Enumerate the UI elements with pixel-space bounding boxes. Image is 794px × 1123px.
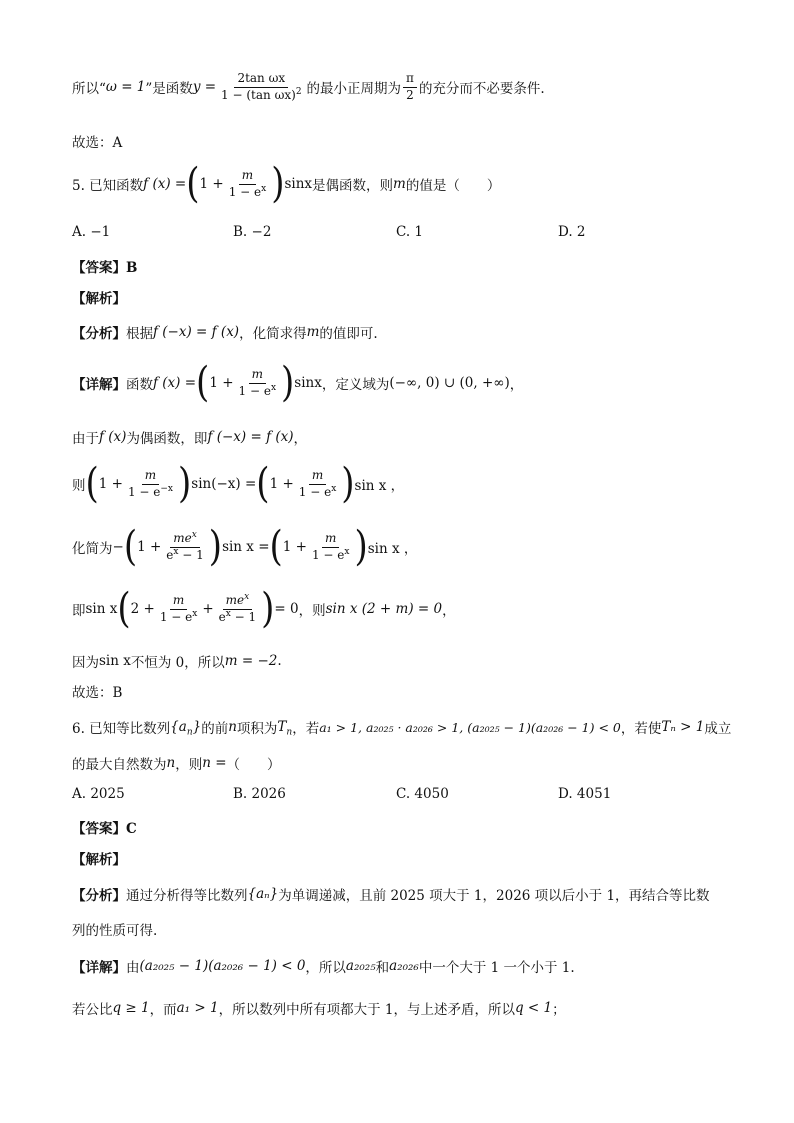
text: 由 xyxy=(126,960,140,976)
numerator: m xyxy=(322,532,339,548)
text: ，所以 xyxy=(305,960,346,976)
text: 的充分而不必要条件. xyxy=(418,81,545,98)
math-text: T xyxy=(277,719,287,735)
den-text: 1 − e xyxy=(127,484,161,499)
right-paren: ) xyxy=(354,523,368,571)
math-close: } xyxy=(192,719,202,735)
math: sin x xyxy=(99,653,131,669)
den-text: e xyxy=(218,609,226,624)
math: = 0 xyxy=(274,601,299,617)
text: 函数 xyxy=(126,377,153,393)
fraction xyxy=(236,368,280,399)
math: 1 + xyxy=(98,476,123,492)
math: q ≥ 1 xyxy=(112,1000,150,1016)
math: 2 + xyxy=(130,601,155,617)
math: a₂₀₂₆ xyxy=(389,958,419,974)
paren-group xyxy=(85,460,192,508)
num-sup: x xyxy=(244,591,250,602)
tag: 【分析】 xyxy=(72,326,126,342)
text: 【解析】 xyxy=(72,852,126,868)
math: sin x ， xyxy=(367,541,418,557)
den-sup: x xyxy=(225,608,231,619)
den-sup: −x xyxy=(160,483,174,494)
q6-stem-line2 xyxy=(72,753,281,773)
text: ，化简求得 xyxy=(239,326,307,342)
text: 的值是（ ） xyxy=(405,178,501,194)
text: ，则 xyxy=(298,603,326,619)
fraction-pi xyxy=(403,72,417,103)
math: − xyxy=(112,539,124,555)
math: n xyxy=(166,755,176,771)
q5-stem xyxy=(72,160,501,208)
numerator: m xyxy=(142,469,159,485)
math: y = xyxy=(192,79,217,96)
math: a₁ > 1 xyxy=(176,1000,219,1016)
text: 因为 xyxy=(72,655,99,671)
math: f (x) xyxy=(99,429,127,445)
math: ω = 1 xyxy=(105,79,146,96)
fraction xyxy=(296,469,340,500)
right-paren: ) xyxy=(341,460,355,508)
q5-option-d: D. 2 xyxy=(558,224,586,240)
text: 【答案】C xyxy=(72,821,137,837)
text: 不恒为 0，所以 xyxy=(130,655,225,671)
den-text: 1 − e xyxy=(159,609,193,624)
right-paren: ) xyxy=(178,460,192,508)
math: 1 + xyxy=(199,176,224,192)
text: . xyxy=(277,653,282,669)
text: 【答案】B xyxy=(72,260,138,276)
paren-group xyxy=(196,359,295,407)
text: 成立 xyxy=(704,721,732,737)
text: 和 xyxy=(375,960,390,976)
tag: 【详解】 xyxy=(72,960,126,976)
q5-option-c: C. 1 xyxy=(396,224,424,240)
fraction xyxy=(125,469,176,500)
den-sup: x xyxy=(261,183,267,194)
math: n xyxy=(228,719,237,735)
q6-xiangjie xyxy=(72,956,575,976)
q5-option-b: B. −2 xyxy=(233,224,272,240)
num-sup: x xyxy=(191,529,197,540)
den-sup: x xyxy=(173,546,179,557)
select-a xyxy=(72,131,122,151)
fraction xyxy=(226,169,270,200)
text: 是偶函数，则 xyxy=(312,178,394,194)
math: 1 + xyxy=(137,539,162,555)
math: 1 + xyxy=(209,375,234,391)
den-sup: x xyxy=(344,546,350,557)
math: 1 + xyxy=(282,539,307,555)
right-paren: ) xyxy=(271,160,285,208)
q6-option-a: A. 2025 xyxy=(72,786,125,802)
text: ，则 xyxy=(175,757,203,773)
math: sinx xyxy=(294,375,322,391)
line-omega xyxy=(72,72,545,103)
den-sup: x xyxy=(270,382,277,393)
q6-stem-line1 xyxy=(72,717,731,737)
q6-fenxi-cont xyxy=(72,919,157,939)
fraction xyxy=(163,529,207,563)
den-sup: x xyxy=(192,608,198,619)
q5-answer xyxy=(72,256,137,276)
tag: 【分析】 xyxy=(72,888,126,904)
text: ，若使 xyxy=(620,721,662,737)
text: 即 xyxy=(72,603,86,619)
text: 中一个大于 1 一个小于 1. xyxy=(418,960,575,976)
text: ，所以数列中所有项都大于 1，与上述矛盾，所以 xyxy=(218,1002,515,1018)
text: 的前 xyxy=(201,721,229,737)
text: 为单调递减，且前 2025 项大于 1，2026 项以后小于 1，再结合等比数 xyxy=(278,888,710,904)
left-paren: ( xyxy=(85,460,99,508)
math-sub: n xyxy=(286,727,293,738)
math: sin x (2 + m) = 0 xyxy=(325,601,443,617)
denominator xyxy=(163,548,207,563)
math: f (−x) = f (x) xyxy=(207,429,294,445)
denominator xyxy=(296,485,340,500)
math xyxy=(277,719,293,738)
math: q < 1 xyxy=(514,1000,553,1016)
paren-group xyxy=(256,460,355,508)
den-tail: − 1 xyxy=(230,609,257,624)
den-sup: 2 xyxy=(295,86,302,97)
left-paren: ( xyxy=(117,585,131,633)
q5-line6 xyxy=(72,585,456,633)
q6-fenxi xyxy=(72,884,710,904)
text: 则 xyxy=(72,478,86,494)
denominator xyxy=(125,485,176,500)
right-paren: ) xyxy=(261,585,275,633)
text: 所以“ xyxy=(72,81,106,98)
numerator: m xyxy=(309,469,326,485)
math: sin x xyxy=(85,601,118,617)
q6-answer xyxy=(72,817,137,837)
math: Tₙ > 1 xyxy=(661,719,705,735)
text: ， xyxy=(293,431,308,447)
text: ， xyxy=(442,603,456,619)
math: sinx xyxy=(284,176,313,192)
math: + xyxy=(202,601,214,617)
text: ，定义域为 xyxy=(321,377,390,393)
denominator xyxy=(216,610,260,625)
text: 根据 xyxy=(126,326,153,342)
math: f (−x) = f (x) xyxy=(153,324,240,340)
numerator: m xyxy=(170,594,187,610)
math: n = xyxy=(202,755,227,771)
math: m xyxy=(393,176,406,192)
math: (a₂₀₂₅ − 1)(a₂₀₂₆ − 1) < 0 xyxy=(139,958,306,974)
text: 项积为 xyxy=(236,721,278,737)
paren-group xyxy=(123,523,223,571)
text: 通过分析得等比数列 xyxy=(126,888,248,904)
math: sin x = xyxy=(222,539,270,555)
text: ，而 xyxy=(149,1002,177,1018)
paren-group xyxy=(269,523,368,571)
math: sin x ， xyxy=(354,478,405,494)
den-tail: − 1 xyxy=(178,547,204,562)
fraction xyxy=(218,72,305,103)
fraction xyxy=(157,594,201,625)
text: ； xyxy=(552,1002,566,1018)
num-text: me xyxy=(225,592,245,607)
num-text: me xyxy=(173,530,192,545)
text: 故选：B xyxy=(72,685,123,701)
numerator: π xyxy=(403,72,417,88)
text: 5. 已知函数 xyxy=(72,178,144,194)
math: a₁ > 1, a₂₀₂₅ · a₂₀₂₆ > 1, (a₂₀₂₅ − 1)(a₂₀₂₆ − 1) < 0 xyxy=(319,719,621,735)
q5-line7 xyxy=(72,651,282,671)
q5-jiexi xyxy=(72,287,126,307)
text: ，若 xyxy=(292,721,320,737)
numerator: 2tan ωx xyxy=(234,72,288,88)
text: ， xyxy=(509,377,524,393)
text: 故选：A xyxy=(72,135,123,151)
math: m = −2 xyxy=(224,653,278,669)
q6-option-b: B. 2026 xyxy=(233,786,286,802)
text: ”是函数 xyxy=(145,81,193,98)
q5-option-a: A. −1 xyxy=(72,224,111,240)
math: sin(−x) = xyxy=(191,476,257,492)
left-paren: ( xyxy=(186,160,200,208)
q5-line3 xyxy=(72,427,307,447)
paren-group xyxy=(117,585,275,633)
text: 的值即可. xyxy=(319,326,378,342)
den-text: 1 − e xyxy=(311,547,345,562)
denominator xyxy=(157,610,201,625)
math: m xyxy=(306,324,320,340)
q5-fenxi xyxy=(72,322,378,342)
tag: 【详解】 xyxy=(72,377,126,393)
text: 【解析】 xyxy=(72,291,126,307)
math xyxy=(170,719,202,738)
denominator xyxy=(226,185,270,200)
numerator xyxy=(170,529,200,548)
denominator xyxy=(309,548,353,563)
denominator xyxy=(218,88,305,103)
text: 为偶函数，即 xyxy=(126,431,208,447)
text: 的最小正周期为 xyxy=(306,81,402,98)
q6-jiexi xyxy=(72,848,126,868)
numerator xyxy=(223,591,253,610)
left-paren: ( xyxy=(123,523,138,571)
math: 1 + xyxy=(269,476,294,492)
text: 6. 已知等比数列 xyxy=(72,721,171,737)
left-paren: ( xyxy=(256,460,270,508)
den-sup: x xyxy=(331,483,337,494)
q5-xiangjie xyxy=(72,359,524,407)
text: 若公比 xyxy=(72,1002,113,1018)
q6-last xyxy=(72,998,566,1018)
left-paren: ( xyxy=(269,523,283,571)
den-text: e xyxy=(166,547,174,562)
numerator: m xyxy=(239,169,256,185)
paren-group xyxy=(186,160,285,208)
den-text: 1 − e xyxy=(298,484,332,499)
math: {aₙ} xyxy=(247,886,279,902)
q5-line5 xyxy=(72,523,418,571)
text: 化简为 xyxy=(72,541,113,557)
denominator: 2 xyxy=(406,87,414,102)
q6-option-c: C. 4050 xyxy=(396,786,449,802)
q6-option-d: D. 4051 xyxy=(558,786,612,802)
math: f (x) = xyxy=(153,375,197,391)
den-text: 1 − e xyxy=(238,383,271,398)
math-sub: n xyxy=(186,727,193,738)
fraction xyxy=(216,591,260,625)
q5-line4 xyxy=(72,460,405,508)
text: 列的性质可得. xyxy=(72,923,158,939)
math: f (x) = xyxy=(143,176,187,192)
fraction xyxy=(309,532,353,563)
math: (−∞, 0) ∪ (0, +∞) xyxy=(389,375,510,391)
left-paren: ( xyxy=(196,359,210,407)
den-text: 1 − e xyxy=(228,184,262,199)
numerator: m xyxy=(249,368,266,384)
text: 由于 xyxy=(72,431,99,447)
den-text: 1 − (tan ωx) xyxy=(221,87,296,102)
right-paren: ) xyxy=(281,359,295,407)
text: （ ） xyxy=(226,757,281,773)
math: a₂₀₂₅ xyxy=(345,958,376,974)
math-text: {a xyxy=(170,719,187,735)
select-b xyxy=(72,681,122,701)
text: 的最大自然数为 xyxy=(72,757,167,773)
denominator xyxy=(236,384,280,399)
right-paren: ) xyxy=(208,523,223,571)
